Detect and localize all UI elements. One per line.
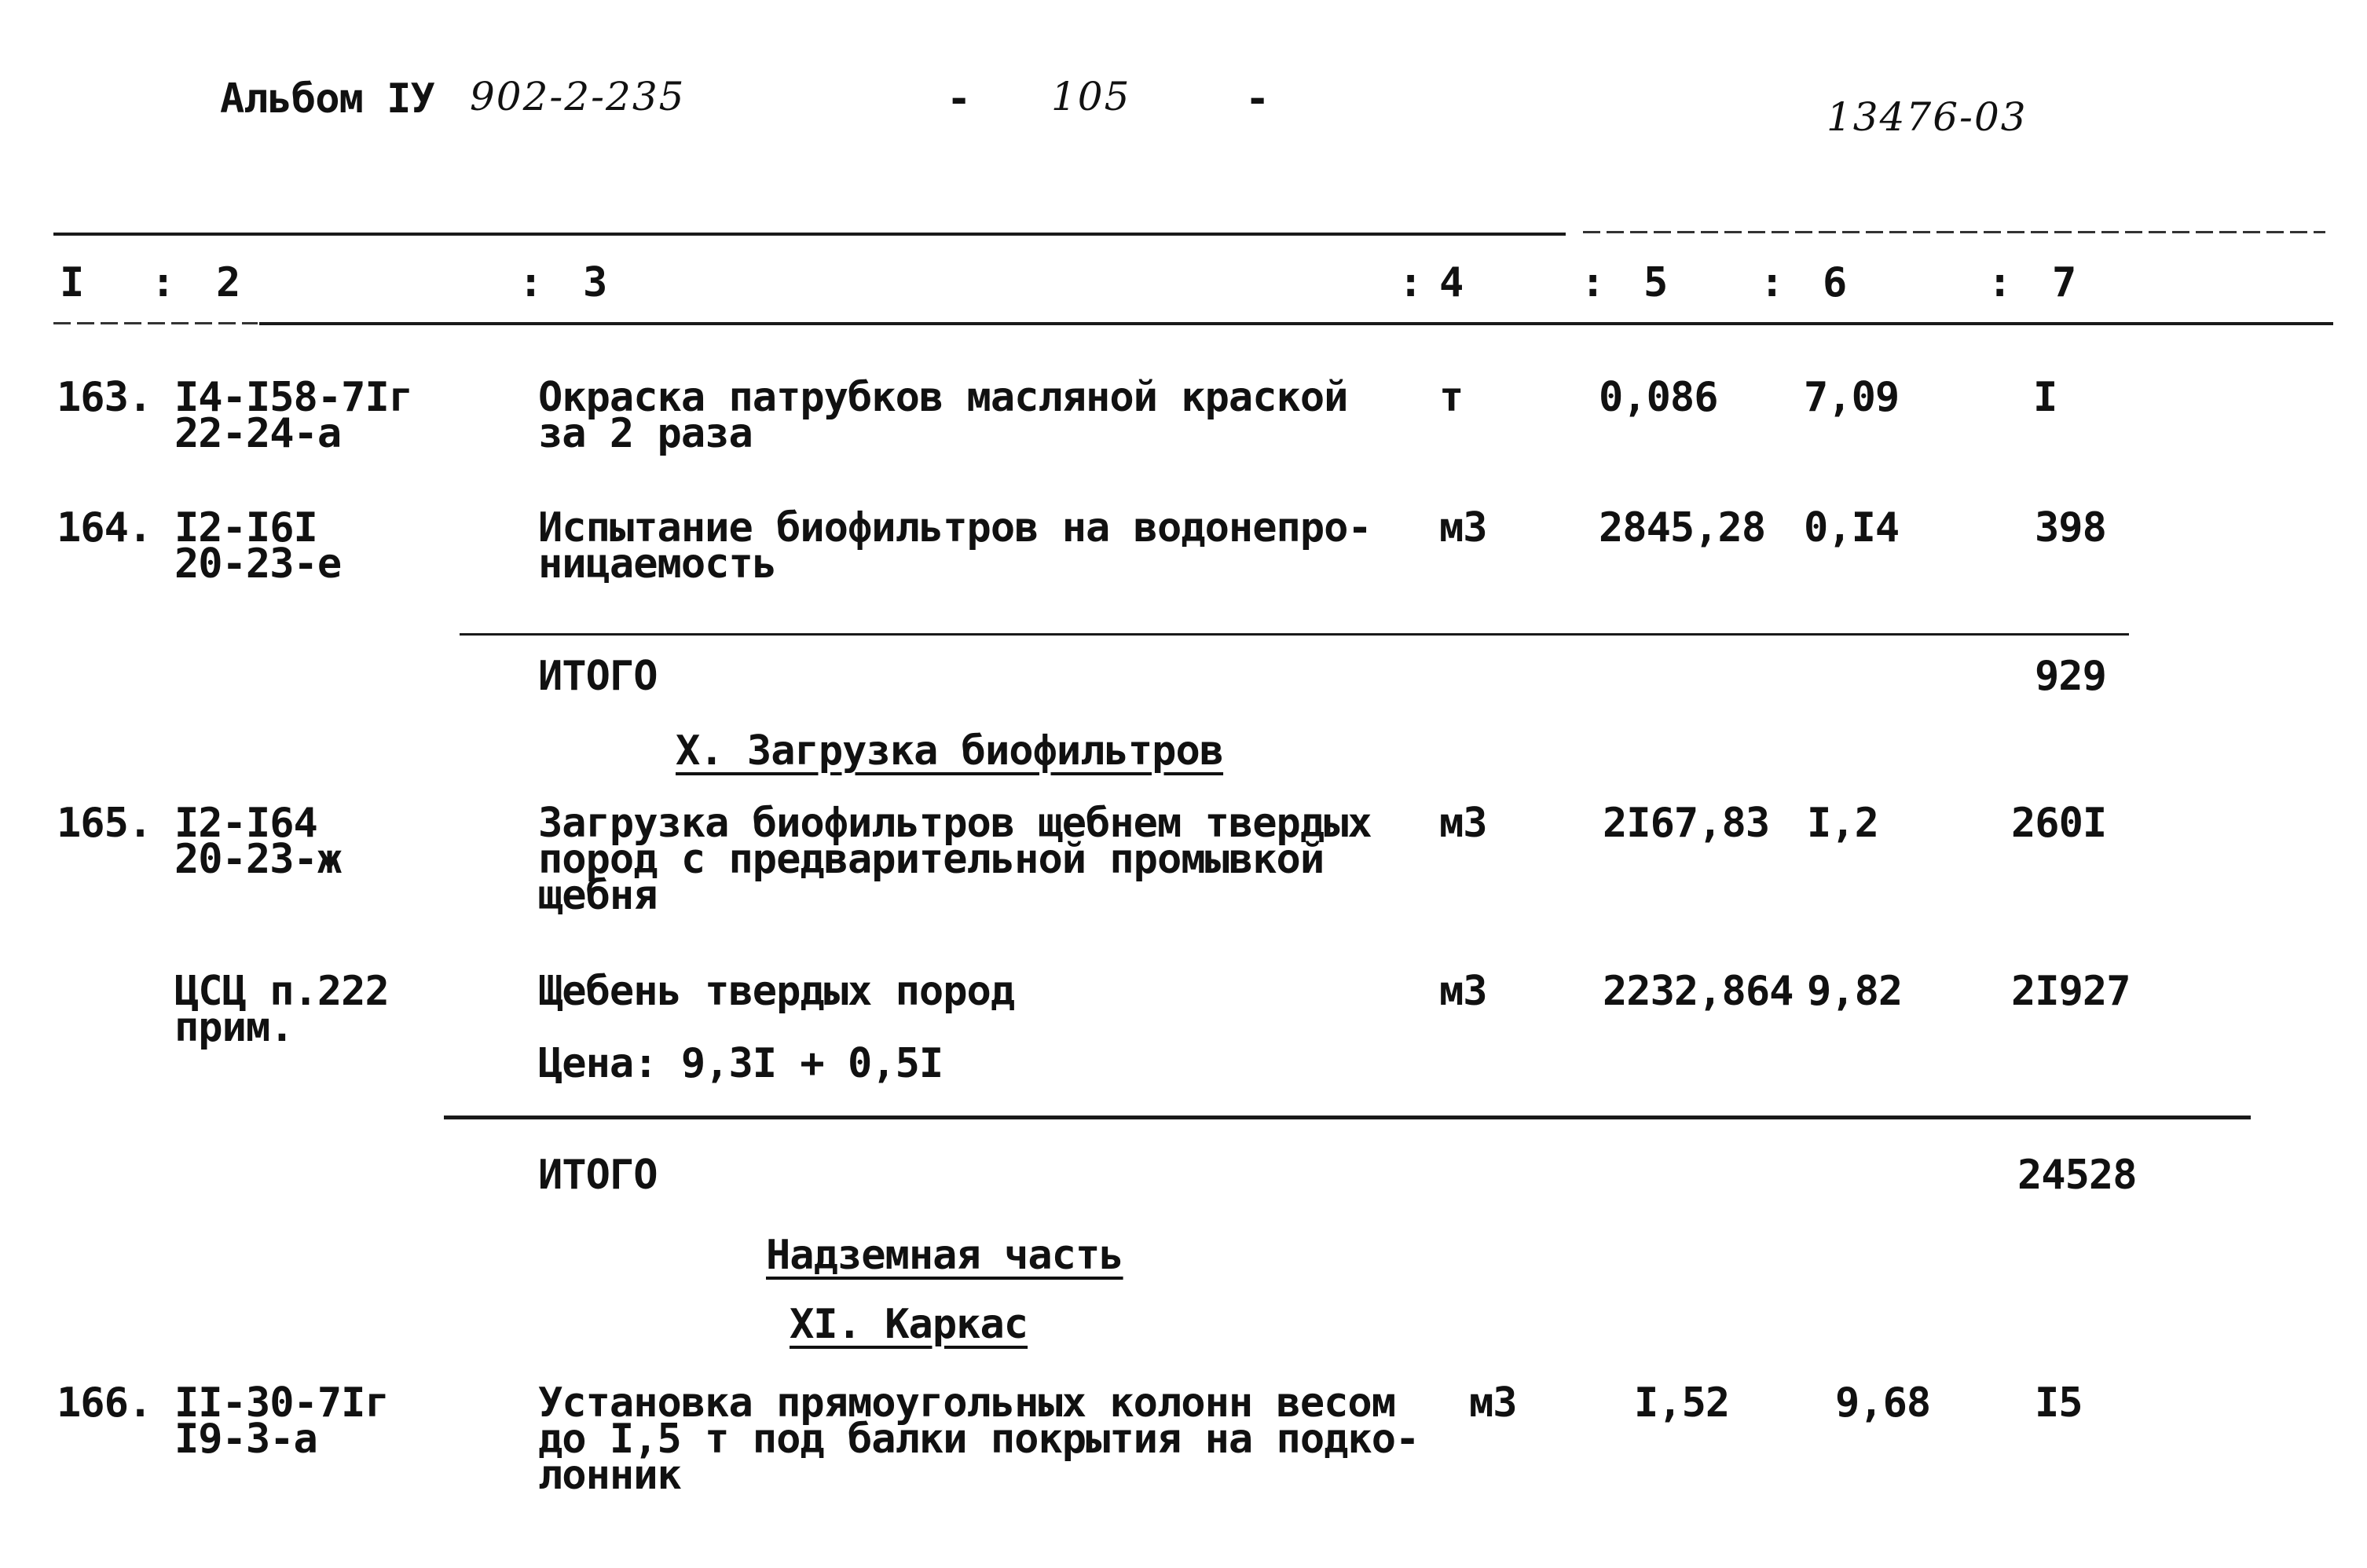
- subtotal-value: 24528: [2017, 1152, 2137, 1199]
- row-code: 20-23-ж: [174, 836, 342, 883]
- col-header-4: 4: [1439, 259, 1464, 306]
- row-total: I5: [2035, 1379, 2083, 1427]
- col-header-5: 5: [1643, 259, 1668, 306]
- row-unit: м3: [1469, 1379, 1517, 1427]
- row-description: Щебень твердых пород: [538, 968, 1015, 1015]
- row-quantity: 2845,28: [1599, 504, 1766, 551]
- project-code: 902-2-235: [470, 74, 686, 119]
- subtotal-label: ИТОГО: [538, 653, 658, 700]
- subtotal-rule: [460, 633, 2129, 636]
- col-header-3: 3: [583, 259, 607, 306]
- album-label: Альбом IУ: [220, 75, 434, 123]
- page-number: 105: [1051, 74, 1131, 119]
- row-description: ницаемость: [538, 540, 777, 588]
- row-description: до I,5 т под балки покрытия на подко-: [538, 1416, 1420, 1463]
- part-title: Надземная часть: [766, 1232, 1123, 1279]
- subtotal-value: 929: [2035, 653, 2106, 700]
- row-description: Загрузка биофильтров щебнем твердых: [538, 800, 1372, 847]
- row-code: прим.: [174, 1004, 294, 1051]
- header-dash-right: -: [1245, 75, 1270, 123]
- row-unit: м3: [1439, 968, 1487, 1015]
- row-description: за 2 раза: [538, 410, 753, 457]
- col-separator: :: [1988, 259, 2012, 306]
- row-price: 9,82: [1807, 968, 1903, 1015]
- row-price: I,2: [1807, 800, 1878, 847]
- row-code: ЦСЦ п.222: [174, 968, 389, 1015]
- row-number: 166.: [57, 1379, 152, 1427]
- row-code: I9-3-а: [174, 1416, 317, 1463]
- row-price: 7,09: [1804, 374, 1900, 421]
- col-header-2: 2: [216, 259, 240, 306]
- col-header-6: 6: [1823, 259, 1847, 306]
- row-total: 2I927: [2011, 968, 2131, 1015]
- row-code: II-30-7Iг: [174, 1379, 389, 1427]
- header-dash-left: -: [947, 75, 971, 123]
- row-unit: т: [1439, 374, 1464, 421]
- row-code: I2-I64: [174, 800, 317, 847]
- section-title: X. Загрузка биофильтров: [676, 727, 1224, 775]
- row-total: I: [2033, 374, 2057, 421]
- row-code: 22-24-а: [174, 410, 342, 457]
- row-unit: м3: [1439, 504, 1487, 551]
- row-description: щебня: [538, 872, 658, 919]
- col-separator: :: [518, 259, 543, 306]
- subtotal-rule: [444, 1116, 2251, 1119]
- row-description: Испытание биофильтров на водонепро-: [538, 504, 1372, 551]
- row-number: 163.: [57, 374, 152, 421]
- row-total: 398: [2035, 504, 2106, 551]
- row-total: 260I: [2011, 800, 2107, 847]
- document-number: 13476-03: [1827, 94, 2028, 140]
- row-number: 165.: [57, 800, 152, 847]
- row-description: Установка прямоугольных колонн весом: [538, 1379, 1396, 1427]
- header-bottom-rule-left: [53, 322, 258, 324]
- row-description: пород с предварительной промывкой: [538, 836, 1325, 883]
- col-header-7: 7: [2052, 259, 2076, 306]
- row-description: лонник: [538, 1452, 681, 1499]
- col-separator: :: [1760, 259, 1784, 306]
- row-quantity: 0,086: [1599, 374, 1718, 421]
- row-unit: м3: [1439, 800, 1487, 847]
- col-separator: :: [1581, 259, 1605, 306]
- section-title: XI. Каркас: [790, 1301, 1028, 1348]
- top-rule: [53, 233, 1566, 236]
- row-code: I4-I58-7Iг: [174, 374, 413, 421]
- row-quantity: 2232,864: [1603, 968, 1794, 1015]
- price-note: Цена: 9,3I + 0,5I: [538, 1040, 944, 1087]
- row-number: 164.: [57, 504, 152, 551]
- row-code: I2-I6I: [174, 504, 317, 551]
- subtotal-label: ИТОГО: [538, 1152, 658, 1199]
- col-header-1: I: [60, 259, 84, 306]
- row-quantity: I,52: [1634, 1379, 1730, 1427]
- row-description: Окраска патрубков масляной краской: [538, 374, 1348, 421]
- col-separator: :: [1398, 259, 1423, 306]
- row-code: 20-23-е: [174, 540, 342, 588]
- header-bottom-rule: [259, 322, 2333, 325]
- row-price: 9,68: [1835, 1379, 1931, 1427]
- row-quantity: 2I67,83: [1603, 800, 1770, 847]
- row-price: 0,I4: [1804, 504, 1900, 551]
- top-rule-right: [1583, 231, 2325, 233]
- col-separator: :: [151, 259, 175, 306]
